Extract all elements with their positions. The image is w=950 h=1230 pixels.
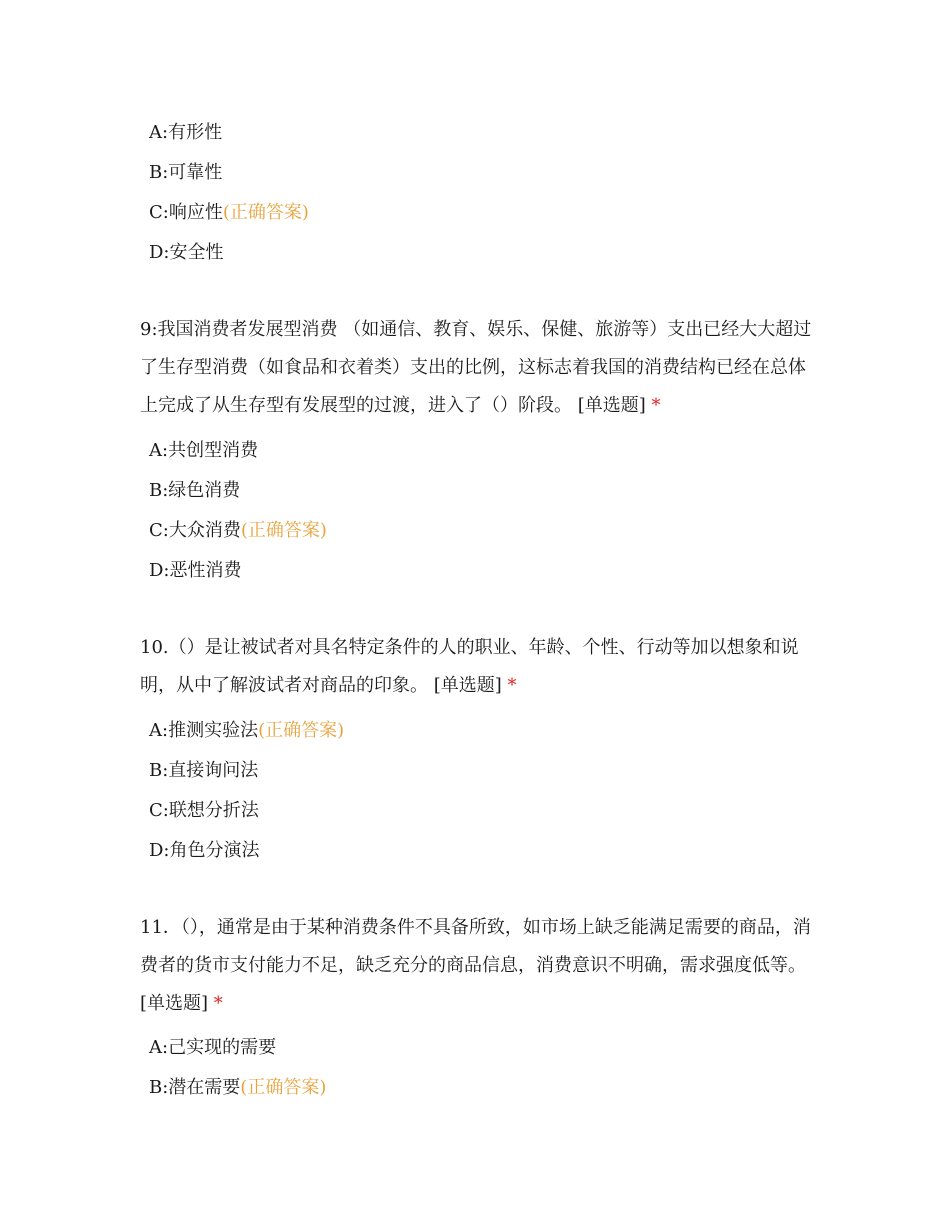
option-text: C:响应性	[149, 202, 223, 223]
option-text: C:联想分折法	[149, 800, 259, 821]
q10-option-d[interactable]	[149, 831, 344, 871]
question-type-label: [单选题]	[433, 675, 502, 696]
correct-answer-label: (正确答案)	[222, 202, 309, 223]
q11-option-a[interactable]	[149, 1028, 326, 1068]
option-text: A:己实现的需要	[149, 1037, 277, 1058]
question-body: 10.（）是让被试者对具名特定条件的人的职业、年龄、个性、行动等加以想象和说明，从中了解波试者对商品的印象。	[140, 637, 799, 696]
option-text: B:绿色消费	[149, 480, 241, 501]
q10-option-b[interactable]	[149, 751, 344, 791]
option-text: D:角色分演法	[149, 840, 260, 861]
correct-answer-label: (正确答案)	[240, 520, 327, 541]
q10-option-a[interactable]	[149, 711, 344, 751]
q10-options	[149, 711, 344, 871]
q11-text	[140, 909, 820, 1023]
q8-options	[149, 113, 309, 273]
question-body: 9:我国消费者发展型消费 （如通信、教育、娱乐、保健、旅游等）支出已经大大超过了生存型消费（如食品和衣着类）支出的比例，这标志着我国的消费结构已经在总体上完成了从生存型有发展型的过渡，进入了（）阶段。	[140, 319, 812, 416]
q8-option-c[interactable]	[149, 193, 309, 233]
option-text: A:有形性	[149, 122, 223, 143]
q10-text	[140, 629, 820, 705]
option-text: B:潜在需要	[149, 1077, 241, 1098]
q8-option-b[interactable]	[149, 153, 309, 193]
required-mark: *	[651, 395, 661, 416]
question-body: 11．（），通常是由于某种消费条件不具备所致，如市场上缺乏能满足需要的商品，消费者的货市支付能力不足，缺乏充分的商品信息，消费意识不明确，需求强度低等。	[140, 917, 811, 976]
correct-answer-label: (正确答案)	[240, 1077, 327, 1098]
option-text: B:可靠性	[149, 162, 223, 183]
q10-option-c[interactable]	[149, 791, 344, 831]
option-text: D:安全性	[149, 242, 224, 263]
q9-option-d[interactable]	[149, 551, 327, 591]
required-mark: *	[507, 675, 517, 696]
option-text: B:直接询问法	[149, 760, 259, 781]
question-type-label: [单选题]	[577, 395, 646, 416]
q11-option-b[interactable]	[149, 1068, 326, 1108]
option-text: D:恶性消费	[149, 560, 242, 581]
question-type-label: [单选题]	[140, 993, 209, 1014]
option-text: A:共创型消费	[149, 440, 259, 461]
q9-option-b[interactable]	[149, 471, 327, 511]
q8-option-a[interactable]	[149, 113, 309, 153]
correct-answer-label: (正确答案)	[258, 720, 345, 741]
q9-option-c[interactable]	[149, 511, 327, 551]
q11-options	[149, 1028, 326, 1108]
required-mark: *	[213, 993, 223, 1014]
q9-options	[149, 431, 327, 591]
option-text: C:大众消费	[149, 520, 241, 541]
q9-text	[140, 311, 820, 425]
q8-option-d[interactable]	[149, 233, 309, 273]
option-text: A:推测实验法	[149, 720, 259, 741]
q9-option-a[interactable]	[149, 431, 327, 471]
